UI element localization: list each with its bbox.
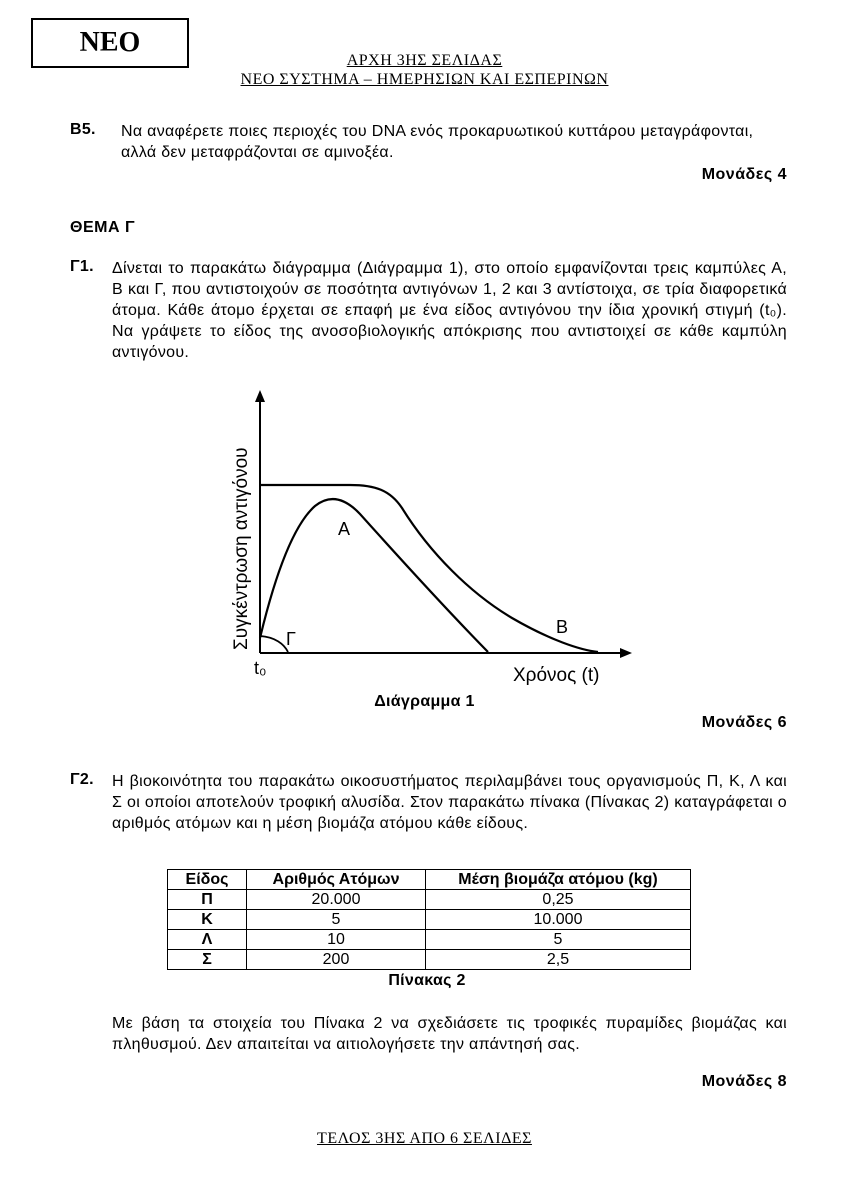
question-g2-number: Γ2. <box>70 771 94 788</box>
table-cell: 2,5 <box>426 950 691 970</box>
table-cell: 200 <box>247 950 426 970</box>
table-header: Αριθμός Ατόμων <box>247 870 426 890</box>
table-cell: Π <box>168 890 247 910</box>
y-axis-label: Συγκέντρωση αντιγόνου <box>231 447 252 650</box>
table-cell: 10 <box>247 930 426 950</box>
curve-g <box>260 636 288 652</box>
origin-label: t₀ <box>254 658 267 678</box>
diagram-caption: Διάγραμμα 1 <box>374 693 475 710</box>
table-cell: 10.000 <box>426 910 691 930</box>
species-table <box>167 869 691 970</box>
table-cell: Κ <box>168 910 247 930</box>
question-g1-text: Δίνεται το παρακάτω διάγραμμα (Διάγραμμα 1), στο οποίο εμφανίζονται τρεις καμπύλες Α, Β και Γ, που αντιστοιχούν σε ποσότητα αντιγόνων 1, 2 και 3 αντίστοιχα, σε τρία διαφορετικά άτομα. Κάθε άτομο έρχεται σε επαφή με ένα είδος αντιγόνου την ίδια χρονική στιγμή (t₀). Να γράψετε το είδος της ανοσοβιολογικής απόκρισης που αντιστοιχεί σε κάθε καμπύλη αντιγόνου. <box>112 260 787 361</box>
question-g1-number: Γ1. <box>70 258 94 275</box>
table-header: Μέση βιομάζα ατόμου (kg) <box>426 870 691 890</box>
curve-g-label: Γ <box>286 629 296 649</box>
question-g2-text2: Με βάση τα στοιχεία του Πίνακα 2 να σχεδιάσετε τις τροφικές πυραμίδες βιομάζας και πληθυσμού. Δεν απαιτείται να αιτιολογήσετε την απάντησή σας. <box>112 1015 787 1053</box>
antigen-diagram <box>220 388 645 690</box>
table-cell: 20.000 <box>247 890 426 910</box>
table-header-row <box>168 870 691 890</box>
table-row <box>168 930 691 950</box>
table-row <box>168 910 691 930</box>
neo-badge-label: ΝΕΟ <box>79 27 141 58</box>
question-g1-marks: Μονάδες 6 <box>701 714 787 731</box>
page-header-line1: ΑΡΧΗ 3ΗΣ ΣΕΛΙΔΑΣ <box>346 52 503 69</box>
page-header-line2: ΝΕΟ ΣΥΣΤΗΜΑ – ΗΜΕΡΗΣΙΩΝ ΚΑΙ ΕΣΠΕΡΙΝΩΝ <box>240 71 609 88</box>
question-g2-marks: Μονάδες 8 <box>701 1073 787 1090</box>
curve-a-label: Α <box>338 519 351 539</box>
table-cell: Λ <box>168 930 247 950</box>
table-cell: Σ <box>168 950 247 970</box>
table-header: Είδος <box>168 870 247 890</box>
table-cell: 0,25 <box>426 890 691 910</box>
question-b5-number: Β5. <box>70 121 96 138</box>
curve-b-label: Β <box>556 617 569 637</box>
question-b5-text: Να αναφέρετε ποιες περιοχές του DNA ενός προκαρυωτικού κυττάρου μεταγράφονται, αλλά δεν μεταφράζονται σε αμινοξέα. <box>121 123 754 161</box>
y-axis-arrow <box>255 390 265 402</box>
x-axis-label: Χρόνος (t) <box>513 665 600 686</box>
table-cell: 5 <box>426 930 691 950</box>
x-axis-arrow <box>620 648 632 658</box>
question-b5-marks: Μονάδες 4 <box>701 166 787 183</box>
table-caption: Πίνακας 2 <box>388 972 466 989</box>
question-g2-text: Η βιοκοινότητα του παρακάτω οικοσυστήματος περιλαμβάνει τους οργανισμούς Π, Κ, Λ και Σ οι οποίοι αποτελούν τροφική αλυσίδα. Στον παρακάτω πίνακα (Πίνακας 2) καταγράφεται ο αριθμός ατόμων και η μέση βιομάζα ατόμου κάθε είδους. <box>112 773 787 832</box>
table-cell: 5 <box>247 910 426 930</box>
page-footer: ΤΕΛΟΣ 3ΗΣ ΑΠΟ 6 ΣΕΛΙΔΕΣ <box>317 1130 532 1147</box>
table-row <box>168 950 691 970</box>
section-title: ΘΕΜΑ Γ <box>70 219 136 236</box>
table-row <box>168 890 691 910</box>
